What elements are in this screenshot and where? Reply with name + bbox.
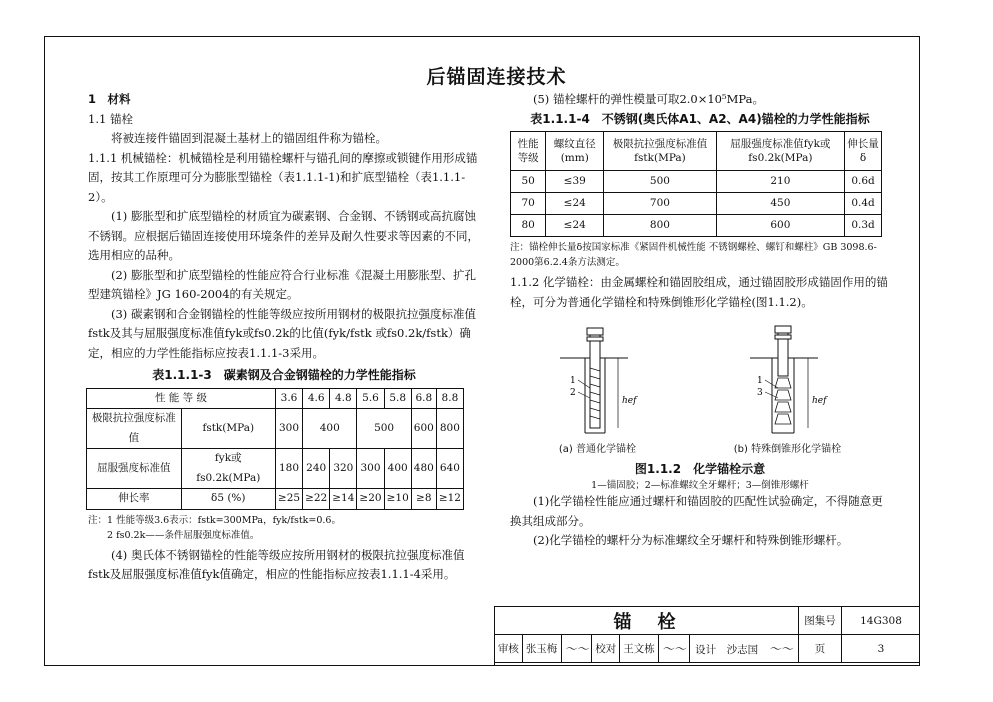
table-row — [511, 215, 882, 237]
carbon-steel-table — [86, 388, 464, 510]
anchor-figure — [510, 318, 890, 448]
table-cell: 700 — [604, 193, 717, 215]
table-cell: 极限抗拉强度标准值 — [87, 409, 182, 449]
table-cell: ≤24 — [546, 215, 604, 237]
table-row — [87, 409, 464, 449]
table-cell: 300 — [275, 409, 302, 449]
table-cell: ≥8 — [411, 489, 436, 510]
table-cell: 800 — [604, 215, 717, 237]
atlas-label: 图集号 — [799, 607, 842, 635]
section-heading: 1 材料 — [88, 92, 131, 106]
table-cell: 性 能 等 级 — [87, 388, 276, 409]
table-cell: 4.6 — [303, 388, 330, 409]
table-cell: ≤24 — [546, 193, 604, 215]
table-cell: 400 — [384, 449, 411, 489]
table-cell: 80 — [511, 215, 546, 237]
callout-2: 2 — [570, 388, 576, 398]
paragraph: (3) 碳素钢和合金钢锚栓的性能等级应按所用钢材的极限抗拉强度标准值fstk及其与屈服强度标准值fyk或fs0.2k的比值(fyk/fstk 或fs0.2k/fstk）确定，相应的力学性能指标应按表1.1.1-3采用。 — [88, 306, 476, 360]
paragraph: (1) 膨胀型和扩底型锚栓的材质宜为碳素钢、合金钢、不锈钢或高抗腐蚀不锈钢。应根据后锚固连接使用环境条件的差异及耐久性要求等因素的不同，选用相应的品种。 — [88, 209, 479, 262]
table-cell: 5.6 — [357, 388, 384, 409]
paragraph: 1.1.1 机械锚栓：机械锚栓是利用锚栓螺杆与锚孔间的摩擦或锁键作用形成锚固，按其工作原理可分为膨胀型锚栓（表1.1.1-1)和扩底型锚栓（表1.1.1-2）。 — [88, 150, 478, 204]
table-note: 注：锚栓伸长量δ按国家标准《紧固件机械性能 不锈钢螺栓、螺钉和螺柱》GB 3098.6-2000第6.2.4条方法测定。 — [510, 242, 877, 268]
table-cell: 3.6 — [275, 388, 302, 409]
subsection-heading: 1.1 锚栓 — [88, 111, 133, 126]
table-cell: 70 — [511, 193, 546, 215]
table-row — [87, 449, 464, 489]
page-title: 后锚固连接技术 — [426, 66, 567, 88]
undercut-chemical-anchor-drawing — [750, 326, 828, 433]
note-line: 2 fs0.2k——条件屈服强度标准值。 — [107, 529, 260, 541]
table-row — [495, 607, 920, 635]
table-cell: 螺纹直径(mm) — [546, 132, 604, 171]
design-label: 设计 — [695, 644, 717, 656]
table-cell: ≤39 — [546, 171, 604, 193]
designer-signature: ～～ — [768, 642, 793, 656]
table-cell: 伸长率 — [87, 489, 182, 510]
title-block — [494, 606, 920, 666]
table-row — [511, 171, 882, 193]
table-cell: 480 — [411, 449, 436, 489]
table-cell: 640 — [436, 449, 463, 489]
page-number: 3 — [842, 635, 921, 663]
figure-caption: 图1.1.2 化学锚栓示意 — [634, 461, 766, 476]
table-cell: 320 — [330, 449, 357, 489]
table-cell: ≥10 — [384, 489, 411, 510]
stainless-steel-table — [510, 131, 882, 237]
figure-legend: 1—锚固胶；2—标准螺纹全牙螺杆；3—倒锥形螺杆 — [591, 480, 809, 491]
paragraph: 将被连接件锚固到混凝土基材上的锚固组件称为锚栓。 — [111, 131, 387, 145]
table-cell: 伸长量δ — [845, 132, 882, 171]
note-line: 注：1 性能等级3.6表示：fstk=300MPa，fyk/fstk=0.6。 — [88, 514, 341, 526]
table-cell: 240 — [303, 449, 330, 489]
designer: 沙志国 — [726, 644, 759, 656]
reviewer: 张玉梅 — [522, 635, 561, 663]
table-row — [87, 388, 464, 409]
ordinary-chemical-anchor-drawing — [560, 328, 638, 433]
left-column — [88, 90, 480, 585]
callout-1: 1 — [757, 376, 763, 386]
table-cell: 4.8 — [330, 388, 357, 409]
table-cell: ≥14 — [330, 489, 357, 510]
table-cell: 210 — [716, 171, 844, 193]
title-block-table — [495, 607, 920, 663]
paragraph: (2) 膨胀型和扩底型锚栓的性能应符合行业标准《混凝土用膨胀型、扩孔型建筑锚栓》JG 160-2004的有关规定。 — [88, 267, 476, 301]
paragraph: (2)化学锚栓的螺杆分为标准螺纹全牙螺杆和特殊倒锥形螺杆。 — [533, 533, 849, 547]
table-row — [511, 193, 882, 215]
atlas-number: 14G308 — [842, 607, 921, 635]
table-cell: ≥20 — [357, 489, 384, 510]
callout-3: 3 — [757, 388, 763, 398]
table-cell: ≥22 — [303, 489, 330, 510]
embed-depth-label: hef — [622, 396, 637, 406]
table-caption: 表1.1.1-4 不锈钢(奥氏体A1、A2、A4)锚栓的力学性能指标 — [530, 111, 870, 126]
designer-cell — [689, 635, 798, 663]
table-cell: ≥12 — [436, 489, 463, 510]
table-cell: 6.8 — [411, 388, 436, 409]
table-cell: fstk(MPa) — [181, 409, 275, 449]
callout-1: 1 — [570, 376, 576, 386]
figure-subcaption-b: (b) 特殊倒锥形化学锚栓 — [733, 444, 842, 455]
checker-signature: ～～ — [658, 635, 689, 663]
table-cell: 0.3d — [845, 215, 882, 237]
table-cell: 极限抗拉强度标准值fstk(MPa) — [604, 132, 717, 171]
table-note — [88, 513, 480, 543]
right-column — [510, 90, 890, 551]
paragraph: (5) 锚栓螺杆的弹性模量可取2.0×10⁵MPa。 — [533, 92, 764, 106]
table-cell: 0.4d — [845, 193, 882, 215]
table-cell: 屈服强度标准值fyk或fs0.2k(MPa) — [716, 132, 844, 171]
table-row — [495, 635, 920, 663]
table-cell: 180 — [275, 449, 302, 489]
table-cell: 性能等级 — [511, 132, 546, 171]
check-label: 校对 — [592, 635, 620, 663]
table-cell: fyk或fs0.2k(MPa) — [181, 449, 275, 489]
embed-depth-label: hef — [812, 396, 827, 406]
table-cell: 600 — [716, 215, 844, 237]
table-row — [87, 489, 464, 510]
table-cell: ≥25 — [275, 489, 302, 510]
table-cell: 600 — [411, 409, 436, 449]
figure-subcaption-a: (a) 普通化学锚栓 — [558, 444, 636, 455]
table-cell: 800 — [436, 409, 463, 449]
page-label: 页 — [799, 635, 842, 663]
review-label: 审核 — [495, 635, 522, 663]
reviewer-signature: ～～ — [561, 635, 592, 663]
paragraph: 1.1.2 化学锚栓：由金属螺栓和锚固胶组成，通过锚固胶形成锚固作用的锚栓，可分为普通化学锚栓和特殊倒锥形化学锚栓(图1.1.2)。 — [510, 275, 888, 309]
paragraph: (4) 奥氏体不锈钢锚栓的性能等级应按所用钢材的极限抗拉强度标准值fstk及屈服强度标准值fyk值确定，相应的性能指标应按表1.1.1-4采用。 — [88, 547, 465, 581]
table-cell: 8.8 — [436, 388, 463, 409]
table-cell: 5.8 — [384, 388, 411, 409]
table-cell: 50 — [511, 171, 546, 193]
table-row — [511, 132, 882, 171]
checker: 王文栋 — [620, 635, 659, 663]
table-cell: 300 — [357, 449, 384, 489]
table-cell: 0.6d — [845, 171, 882, 193]
paragraph: (1)化学锚栓性能应通过螺杆和锚固胶的匹配性试验确定，不得随意更换其组成部分。 — [510, 494, 883, 528]
table-cell: 400 — [303, 409, 357, 449]
table-caption: 表1.1.1-3 碳素钢及合金钢锚栓的力学性能指标 — [152, 368, 416, 382]
table-cell: δ5 (%) — [181, 489, 275, 510]
table-cell: 屈服强度标准值 — [87, 449, 182, 489]
table-cell: 450 — [716, 193, 844, 215]
anchor-diagram — [510, 318, 890, 448]
drawing-name: 锚 栓 — [495, 607, 799, 635]
table-cell: 500 — [604, 171, 717, 193]
table-cell: 500 — [357, 409, 411, 449]
